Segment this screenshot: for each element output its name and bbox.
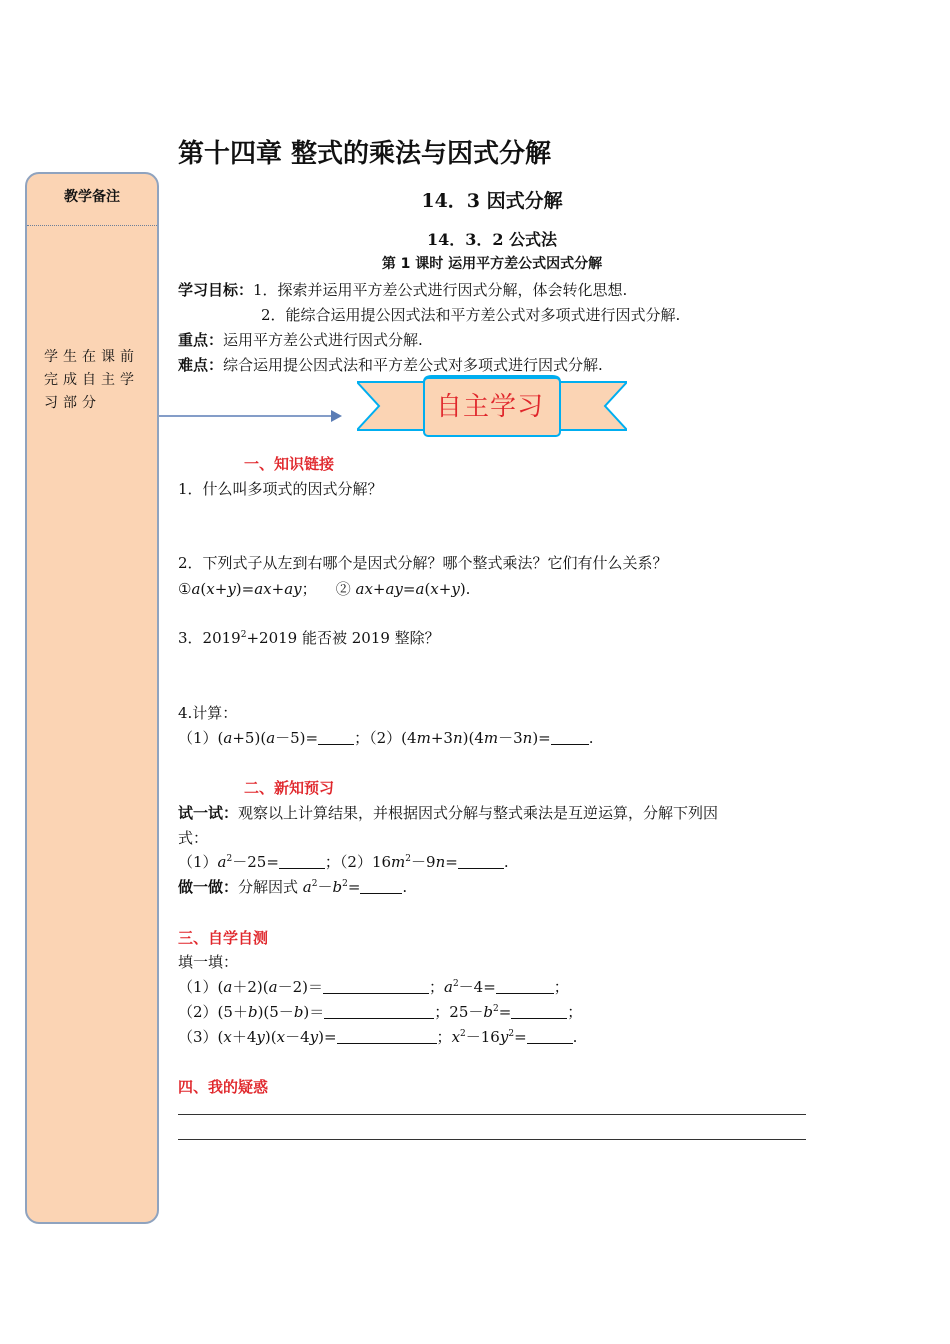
try-problems: $(1)a^2-25=$ ；$(2)16m^2-9n=$ . [178, 853, 509, 871]
do-it: 做一做：分解因式 $a^2-b^2=$ . [178, 878, 408, 896]
row2-label: （2） [178, 1003, 218, 1021]
answer-line[interactable] [178, 1139, 806, 1140]
self-test-row-2: （2）(5＋b)(5－b)＝ ；$25-b^2=$ ； [178, 1003, 583, 1021]
chapter-title: 第十四章 整式的乘法与因式分解 [178, 139, 552, 169]
question-3-suffix: +2019 能否被 2019 整除？ [246, 629, 440, 647]
learning-objectives [178, 279, 627, 300]
section-title: 14．3 因式分解 [421, 190, 563, 212]
objective-2: 2．能综合运用提公因式法和平方差公式对多项式进行因式分解. [261, 306, 681, 324]
section1-heading: 一、知识链接 [244, 455, 335, 473]
self-test-row-1: （1）(a＋2)(a－2)＝ ；$a^2-4=$ ； [178, 978, 569, 996]
do-text: 分解因式 [238, 878, 303, 896]
answer-blank[interactable] [360, 879, 402, 894]
try-p1-label: （1） [178, 853, 218, 871]
sidebar-note: 学生在课前完成自主学习部分 [44, 349, 139, 411]
key-point-text: 运用平方差公式进行因式分解. [223, 331, 423, 349]
answer-blank[interactable] [458, 854, 504, 869]
banner-label: 自主学习 [435, 392, 544, 422]
answer-blank[interactable] [318, 730, 354, 745]
teaching-notes-sidebar [25, 172, 159, 1224]
answer-blank[interactable] [496, 979, 554, 994]
section3-heading: 三、自学自测 [178, 929, 269, 947]
arrow-right-icon [159, 405, 343, 427]
question-2: 2．下列式子从左到右哪个是因式分解？哪个整式乘法？它们有什么关系？ [178, 554, 668, 572]
answer-line[interactable] [178, 1114, 806, 1115]
difficulty-label: 难点： [178, 356, 224, 374]
try-text-line1: 观察以上计算结果，并根据因式分解与整式乘法是互逆运算，分解下列因 [238, 804, 719, 822]
question-1: 1．什么叫多项式的因式分解？ [178, 480, 383, 498]
answer-blank[interactable] [279, 854, 325, 869]
question-3 [178, 627, 440, 648]
question-4: 4.计算： [178, 704, 238, 722]
objectives-label: 学习目标： [178, 281, 254, 299]
question-2-expressions: ①a(x+y)=ax+ay； ② ax+ay=a(x+y). [178, 580, 471, 598]
try-text-line2: 式： [178, 829, 209, 847]
difficulty-text: 综合运用提公因式法和平方差公式对多项式进行因式分解. [223, 356, 603, 374]
q4-p1-label: （1） [178, 729, 218, 747]
marker-2: ② [335, 580, 351, 598]
answer-blank[interactable] [551, 730, 589, 745]
key-point [178, 329, 423, 350]
question-4-problems: （1）(a+5)(a－5)= ；（2）(4m+3n)(4m－3n)= . [178, 729, 594, 747]
self-test-row-3: （3）(x＋4y)(x－4y)= ；$x^2-16y^2=$ . [178, 1028, 578, 1046]
objective-1: 1．探索并运用平方差公式进行因式分解，体会转化思想. [253, 281, 628, 299]
try-p2-label: （2） [339, 853, 372, 871]
key-point-label: 重点： [178, 331, 224, 349]
question-3-exponent: 2 [240, 630, 247, 640]
do-label: 做一做： [178, 878, 239, 896]
difficulty [178, 354, 603, 375]
section2-heading: 二、新知预习 [244, 779, 335, 797]
answer-blank[interactable] [511, 1004, 567, 1019]
answer-blank[interactable] [527, 1029, 573, 1044]
row1-label: （1） [178, 978, 218, 996]
marker-1: ① [178, 580, 192, 598]
sidebar-header: 教学备注 [64, 189, 120, 205]
answer-blank[interactable] [337, 1029, 437, 1044]
answer-blank[interactable] [323, 979, 429, 994]
answer-blank[interactable] [324, 1004, 434, 1019]
question-3-prefix: 3．2019 [178, 629, 241, 647]
try-it [178, 802, 718, 823]
section4-heading: 四、我的疑惑 [178, 1078, 269, 1096]
fill-in-label: 填一填： [178, 953, 239, 971]
try-label: 试一试： [178, 804, 239, 822]
q4-p2-label: （2） [369, 729, 402, 747]
lesson-title: 第 1 课时 运用平方差公式因式分解 [381, 256, 603, 272]
sidebar-divider [27, 225, 157, 226]
subsection-title: 14．3．2 公式法 [426, 230, 558, 249]
row3-label: （3） [178, 1028, 218, 1046]
